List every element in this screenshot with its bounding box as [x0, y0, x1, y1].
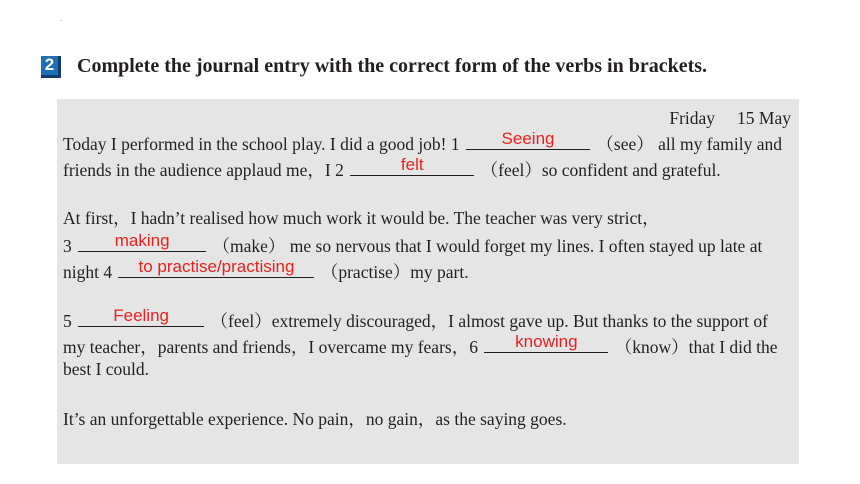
date-day: Friday — [669, 108, 716, 128]
text-segment: At first，I hadn’t realised how much work it would be. The teacher was very strict， — [63, 208, 660, 228]
journal-date — [669, 107, 791, 129]
text-segment: friends in the audience applaud me，I 2 — [63, 160, 344, 180]
p2-line-1 — [63, 207, 660, 229]
answer-blank-1[interactable] — [466, 131, 590, 150]
text-segment: my teacher，parents and friends，I overcame my fears，6 — [63, 337, 478, 357]
p3-line-2 — [63, 334, 778, 358]
text-segment: （see） all my family and — [596, 134, 783, 154]
answer-blank-6[interactable] — [484, 334, 608, 353]
text-segment: （know）that I did the — [614, 337, 778, 357]
answer-5: Feeling — [113, 306, 169, 325]
answer-blank-2[interactable] — [350, 157, 474, 176]
text-segment: Today I performed in the school play. I did a good job! 1 — [63, 134, 460, 154]
journal-panel — [57, 99, 799, 464]
text-segment: best I could. — [63, 359, 150, 379]
corner-mark: . — [60, 14, 63, 23]
answer-blank-3[interactable] — [78, 233, 206, 252]
p3-line-3 — [63, 358, 149, 380]
p3-line-1 — [63, 308, 768, 332]
answer-blank-4[interactable] — [118, 259, 314, 278]
answer-1: Seeing — [501, 129, 555, 148]
p2-line-2 — [63, 233, 762, 257]
text-segment: night 4 — [63, 262, 113, 282]
p4-line-1 — [63, 408, 567, 430]
task-header — [41, 55, 707, 78]
text-segment: 3 — [63, 236, 72, 256]
p1-line-1 — [63, 131, 782, 155]
p1-line-2 — [63, 157, 721, 181]
answer-4: to practise/practising — [138, 257, 295, 276]
task-number-badge: 2 — [41, 56, 61, 78]
p2-line-3 — [63, 259, 469, 283]
text-segment: （feel）extremely discouraged，I almost gave up. But thanks to the support of — [210, 311, 768, 331]
answer-6: knowing — [515, 332, 578, 351]
date-date: 15 May — [737, 108, 791, 128]
text-segment: （feel）so confident and grateful. — [480, 160, 721, 180]
text-segment: （practise）my part. — [320, 262, 469, 282]
answer-2: felt — [400, 155, 424, 174]
answer-3: making — [114, 231, 170, 250]
answer-blank-5[interactable] — [78, 308, 204, 327]
task-instruction: Complete the journal entry with the correct form of the verbs in brackets. — [77, 55, 708, 77]
text-segment: （make） me so nervous that I would forget my lines. I often stayed up late at — [212, 236, 763, 256]
text-segment: It’s an unforgettable experience. No pain，no gain，as the saying goes. — [63, 409, 567, 429]
text-segment: 5 — [63, 311, 72, 331]
